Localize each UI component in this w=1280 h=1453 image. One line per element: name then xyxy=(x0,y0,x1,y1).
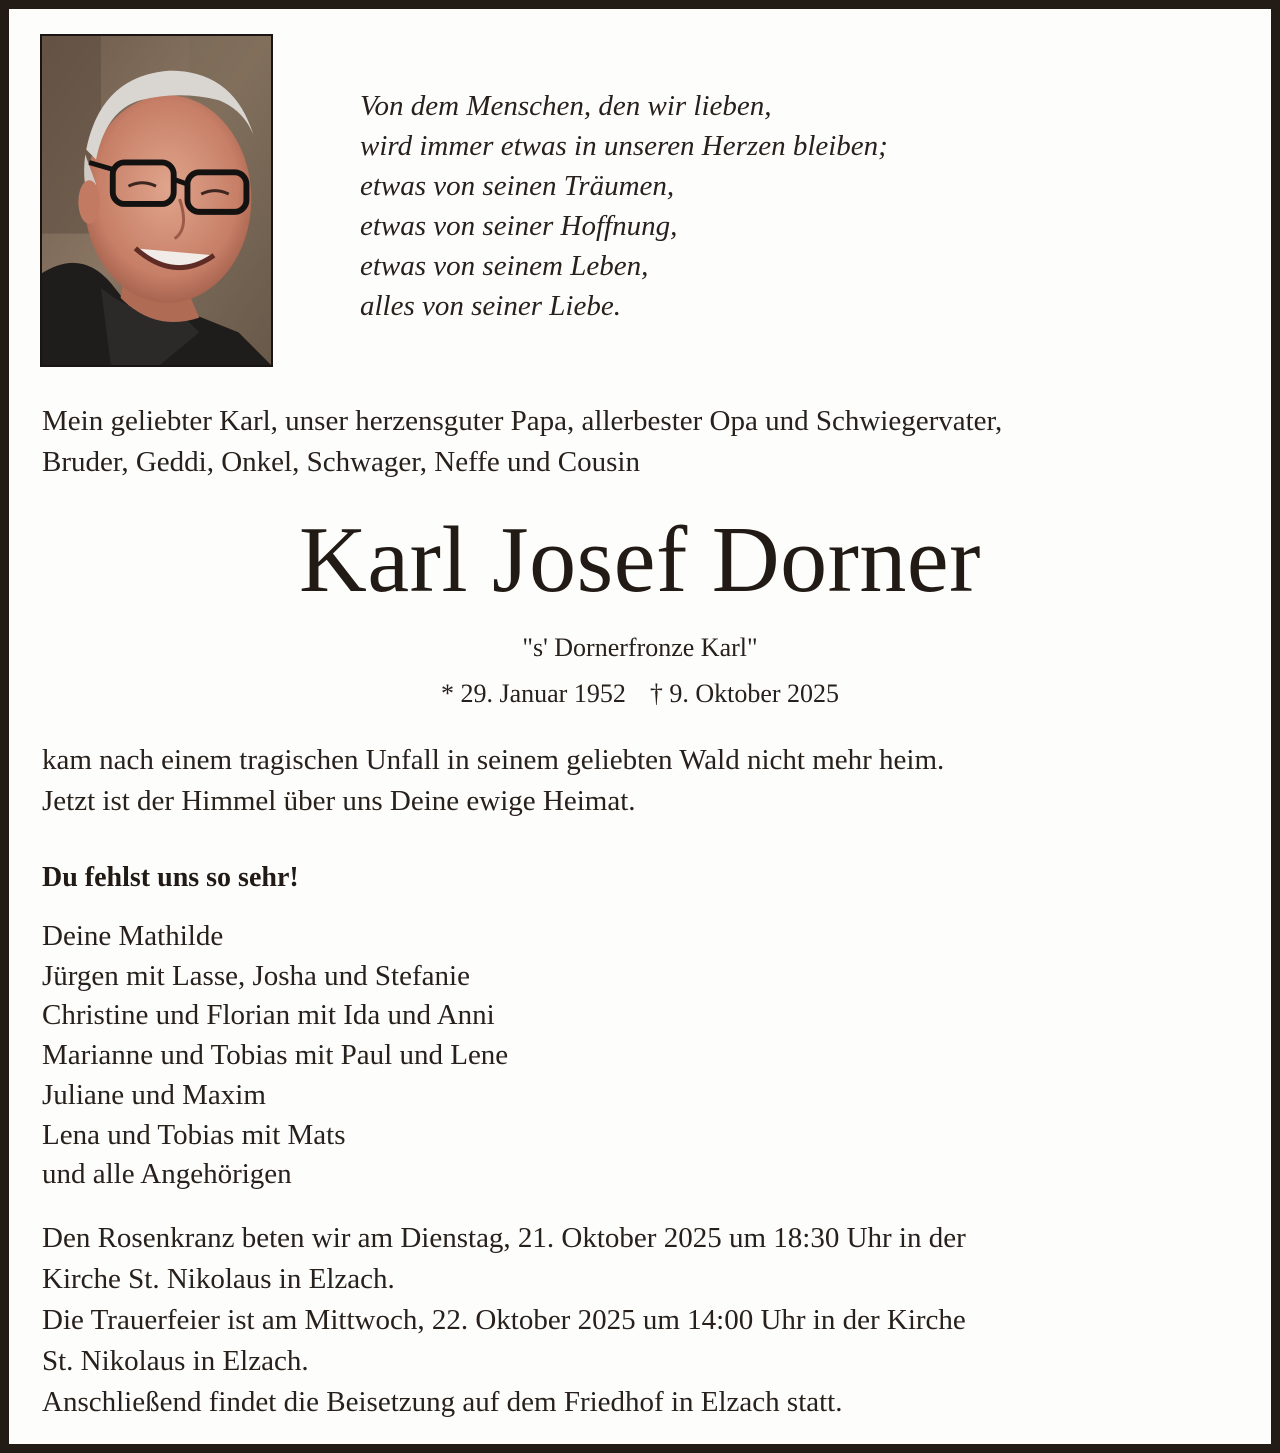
poem-line: alles von seiner Liebe. xyxy=(360,290,621,322)
poem xyxy=(360,86,888,326)
deceased-name: Karl Josef Dorner xyxy=(299,508,981,612)
portrait-photo xyxy=(40,34,273,367)
intro-line: Bruder, Geddi, Onkel, Schwager, Neffe und Cousin xyxy=(42,446,640,478)
poem-line: etwas von seinem Leben, xyxy=(360,250,649,282)
service-line: Die Trauerfeier ist am Mittwoch, 22. Oktober 2025 um 14:00 Uhr in der Kirche xyxy=(42,1304,966,1336)
family-member: und alle Angehörigen xyxy=(42,1158,292,1191)
death-date: † 9. Oktober 2025 xyxy=(649,679,840,708)
motto: Du fehlst uns so sehr! xyxy=(42,862,299,893)
intro-line: Mein geliebter Karl, unser herzensguter Papa, allerbester Opa und Schwiegervater, xyxy=(42,405,1003,437)
family-list xyxy=(42,917,508,1195)
poem-line: wird immer etwas in unseren Herzen bleiben; xyxy=(360,130,888,162)
notice-line: kam nach einem tragischen Unfall in seinem geliebten Wald nicht mehr heim. xyxy=(42,744,945,776)
intro-text xyxy=(42,401,1002,483)
poem-line: etwas von seiner Hoffnung, xyxy=(360,210,678,242)
family-member: Jürgen mit Lasse, Josha und Stefanie xyxy=(42,959,470,992)
poem-line: etwas von seinen Träumen, xyxy=(360,170,675,202)
family-member: Deine Mathilde xyxy=(42,920,224,952)
service-line: St. Nikolaus in Elzach. xyxy=(42,1345,309,1377)
family-member: Christine und Florian mit Ida und Anni xyxy=(42,999,495,1032)
life-dates xyxy=(0,677,1280,711)
service-line: Kirche St. Nikolaus in Elzach. xyxy=(42,1263,395,1295)
death-notice-text xyxy=(42,740,944,822)
service-details xyxy=(42,1218,966,1423)
deceased-nickname: "s' Dornerfronze Karl" xyxy=(522,633,758,662)
family-member: Marianne und Tobias mit Paul und Lene xyxy=(42,1039,509,1072)
family-member: Lena und Tobias mit Mats xyxy=(42,1118,346,1151)
portrait-photo-icon xyxy=(42,36,271,365)
notice-line: Jetzt ist der Himmel über uns Deine ewige Heimat. xyxy=(42,785,636,817)
service-line: Anschließend findet die Beisetzung auf dem Friedhof in Elzach statt. xyxy=(42,1386,843,1418)
poem-line: Von dem Menschen, den wir lieben, xyxy=(360,90,772,122)
birth-date: * 29. Januar 1952 xyxy=(440,679,626,708)
service-line: Den Rosenkranz beten wir am Dienstag, 21. Oktober 2025 um 18:30 Uhr in der xyxy=(42,1222,966,1254)
family-member: Juliane und Maxim xyxy=(42,1078,266,1111)
